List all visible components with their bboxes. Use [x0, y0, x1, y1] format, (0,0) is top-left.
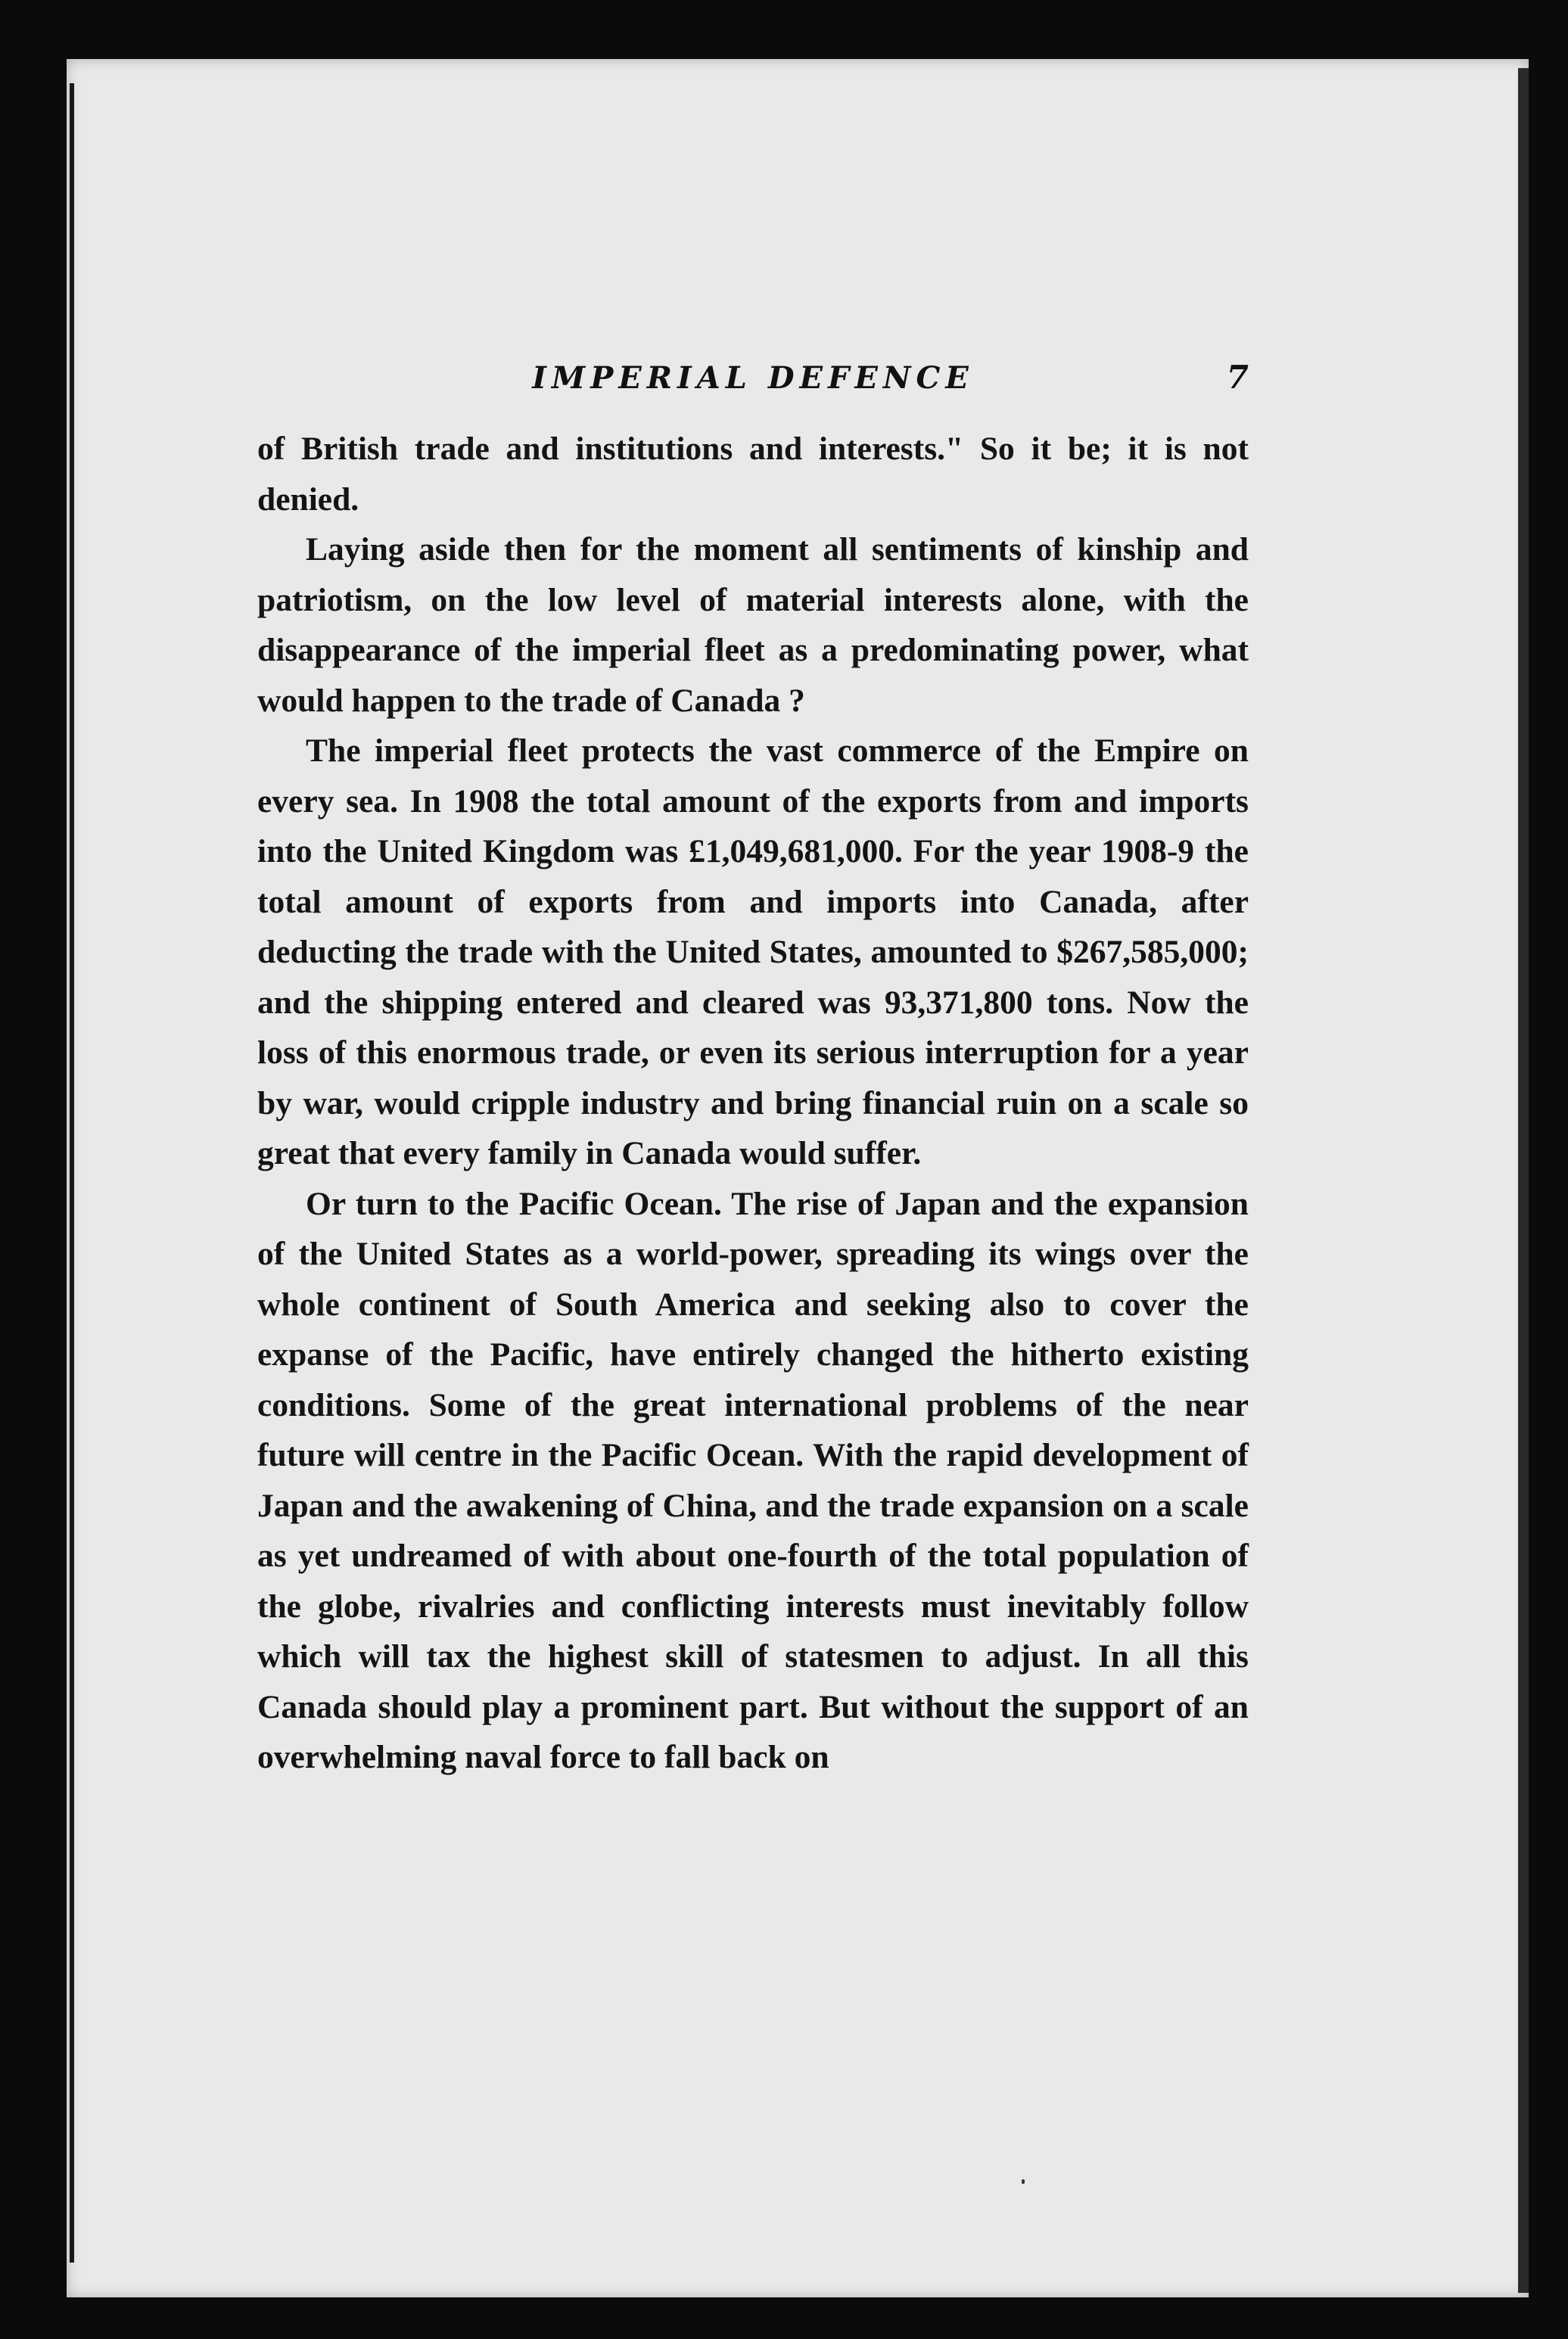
- paragraph: Or turn to the Pacific Ocean. The rise of Japan and the expansion of the United States as a world-power, spreading its wings over the whole continent of South America and seeking also to cover the expanse of the Pacific, have entirely changed the hitherto existing conditions. Some of the great international problems of the near future will centre in the Pacific Ocean. With the rapid development of Japan and the awakening of China, and the trade expansion on a scale as yet undreamed of with about one-fourth of the total population of the globe, rivalries and conflicting interests must inevitably follow which will tax the highest skill of statesmen to adjust. In all this Canada should play a prominent part. But without the support of an overwhelming naval force to fall back on: [257, 1185, 1249, 1775]
- book-spine-edge: [70, 83, 74, 2263]
- scan-speck: [1022, 2179, 1025, 2184]
- paragraph: of British trade and institutions and interests." So it be; it is not denied.: [257, 431, 1249, 518]
- page-number: 7: [1226, 359, 1249, 396]
- running-head: [257, 354, 1249, 407]
- paragraph: The imperial fleet protects the vast commerce of the Empire on every sea. In 1908 the total amount of the exports from and imports into the United Kingdom was £1,049,681,000. For the year 1908-9 the total amount of exports from and imports into Canada, after deducting the trade with the United States, amounted to $267,585,000; and the shipping entered and cleared was 93,371,800 tons. Now the loss of this enormous trade, or even its serious interruption for a year by war, would cripple industry and bring financial ruin on a scale so great that every family in Canada would suffer.: [257, 732, 1249, 1171]
- paragraph: Laying aside then for the moment all sentiments of kinship and patriotism, on the low level of material interests alone, with the disappearance of the imperial fleet as a predominating power, what would happen to the trade of Canada ?: [257, 531, 1249, 719]
- page-edge: [1518, 68, 1529, 2293]
- body-text: [257, 424, 1249, 1783]
- running-head-title: IMPERIAL DEFENCE: [532, 360, 974, 396]
